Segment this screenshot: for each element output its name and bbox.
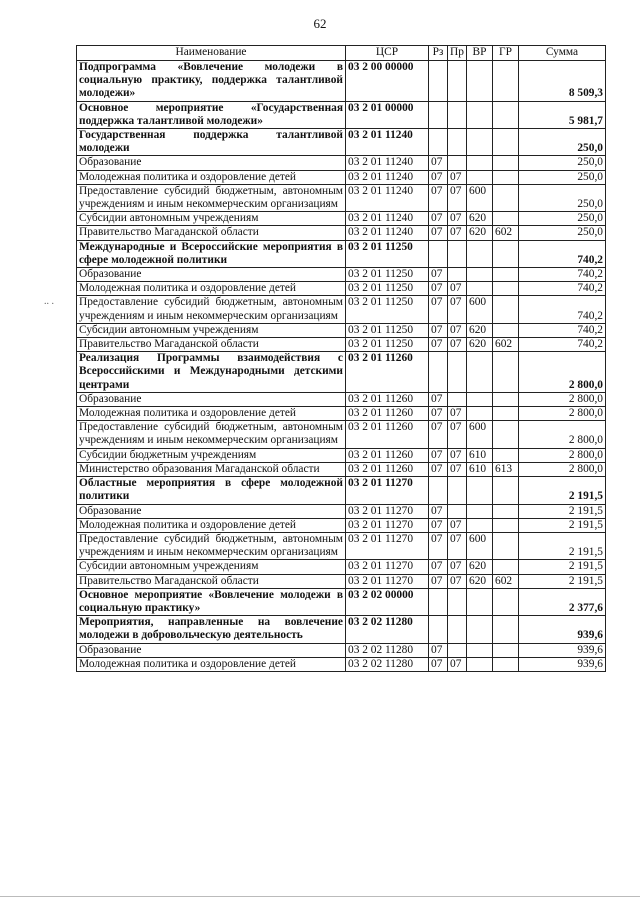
cell-sum: 2 800,0 bbox=[519, 407, 606, 421]
cell-pr: 07 bbox=[448, 296, 467, 323]
cell-pr: 07 bbox=[448, 462, 467, 476]
header-name: Наименование bbox=[77, 46, 346, 61]
cell-vr: 620 bbox=[467, 338, 493, 352]
cell-name: Молодежная политика и оздоровление детей bbox=[77, 170, 346, 184]
cell-rz bbox=[429, 61, 448, 102]
cell-sum: 250,0 bbox=[519, 212, 606, 226]
cell-name: Субсидии бюджетным учреждениям bbox=[77, 448, 346, 462]
cell-rz bbox=[429, 477, 448, 504]
cell-gr bbox=[493, 588, 519, 615]
cell-csr: 03 2 01 11240 bbox=[346, 184, 429, 211]
cell-name: Правительство Магаданской области bbox=[77, 338, 346, 352]
cell-vr bbox=[467, 170, 493, 184]
table-row bbox=[77, 323, 606, 337]
cell-gr bbox=[493, 643, 519, 657]
cell-name: Образование bbox=[77, 156, 346, 170]
cell-name: Предоставление субсидий бюджетным, автономным учреждениям и иным некоммерческим организациям bbox=[77, 421, 346, 448]
cell-vr bbox=[467, 588, 493, 615]
cell-rz: 07 bbox=[429, 323, 448, 337]
cell-sum: 250,0 bbox=[519, 170, 606, 184]
cell-sum: 2 191,5 bbox=[519, 518, 606, 532]
cell-sum: 8 509,3 bbox=[519, 61, 606, 102]
table-row bbox=[77, 338, 606, 352]
cell-gr bbox=[493, 448, 519, 462]
cell-gr bbox=[493, 504, 519, 518]
cell-name: Основное мероприятие «Государственная поддержка талантливой молодежи» bbox=[77, 101, 346, 128]
cell-sum: 2 800,0 bbox=[519, 448, 606, 462]
cell-sum: 250,0 bbox=[519, 156, 606, 170]
header-vr: ВР bbox=[467, 46, 493, 61]
header-sum: Сумма bbox=[519, 46, 606, 61]
cell-sum: 250,0 bbox=[519, 226, 606, 240]
cell-gr: 613 bbox=[493, 462, 519, 476]
cell-vr bbox=[467, 643, 493, 657]
cell-sum: 939,6 bbox=[519, 643, 606, 657]
cell-pr: 07 bbox=[448, 560, 467, 574]
cell-pr bbox=[448, 268, 467, 282]
table-row bbox=[77, 212, 606, 226]
cell-gr bbox=[493, 212, 519, 226]
cell-rz: 07 bbox=[429, 392, 448, 406]
cell-rz: 07 bbox=[429, 407, 448, 421]
cell-csr: 03 2 01 11250 bbox=[346, 338, 429, 352]
cell-csr: 03 2 01 11270 bbox=[346, 477, 429, 504]
cell-sum: 740,2 bbox=[519, 268, 606, 282]
cell-vr: 620 bbox=[467, 226, 493, 240]
table-header-row bbox=[77, 46, 606, 61]
cell-sum: 2 191,5 bbox=[519, 574, 606, 588]
cell-gr bbox=[493, 352, 519, 393]
table-row bbox=[77, 560, 606, 574]
cell-gr bbox=[493, 296, 519, 323]
cell-name: Реализация Программы взаимодействия с Всероссийскими и Международными детскими центрами bbox=[77, 352, 346, 393]
cell-rz: 07 bbox=[429, 226, 448, 240]
cell-csr: 03 2 01 11260 bbox=[346, 352, 429, 393]
cell-rz: 07 bbox=[429, 296, 448, 323]
cell-rz: 07 bbox=[429, 504, 448, 518]
cell-csr: 03 2 01 00000 bbox=[346, 101, 429, 128]
cell-rz: 07 bbox=[429, 156, 448, 170]
cell-vr bbox=[467, 268, 493, 282]
cell-gr bbox=[493, 282, 519, 296]
cell-gr bbox=[493, 407, 519, 421]
cell-vr bbox=[467, 407, 493, 421]
cell-name: Молодежная политика и оздоровление детей bbox=[77, 518, 346, 532]
cell-vr: 620 bbox=[467, 323, 493, 337]
cell-name: Международные и Всероссийские мероприятия в сфере молодежной политики bbox=[77, 240, 346, 267]
cell-csr: 03 2 02 00000 bbox=[346, 588, 429, 615]
table-row bbox=[77, 352, 606, 393]
cell-csr: 03 2 01 11250 bbox=[346, 296, 429, 323]
cell-name: Молодежная политика и оздоровление детей bbox=[77, 282, 346, 296]
cell-pr: 07 bbox=[448, 407, 467, 421]
cell-gr bbox=[493, 268, 519, 282]
cell-name: Областные мероприятия в сфере молодежной политики bbox=[77, 477, 346, 504]
cell-name: Субсидии автономным учреждениям bbox=[77, 323, 346, 337]
cell-gr bbox=[493, 518, 519, 532]
cell-pr bbox=[448, 616, 467, 643]
cell-pr bbox=[448, 129, 467, 156]
cell-pr bbox=[448, 504, 467, 518]
cell-pr: 07 bbox=[448, 532, 467, 559]
cell-sum: 250,0 bbox=[519, 129, 606, 156]
cell-csr: 03 2 01 11240 bbox=[346, 156, 429, 170]
cell-rz bbox=[429, 616, 448, 643]
cell-name: Мероприятия, направленные на вовлечение молодежи в добровольческую деятельность bbox=[77, 616, 346, 643]
cell-rz: 07 bbox=[429, 212, 448, 226]
table-row bbox=[77, 268, 606, 282]
cell-gr bbox=[493, 560, 519, 574]
cell-csr: 03 2 01 11260 bbox=[346, 462, 429, 476]
cell-pr bbox=[448, 352, 467, 393]
header-gr: ГР bbox=[493, 46, 519, 61]
cell-sum: 2 800,0 bbox=[519, 462, 606, 476]
cell-vr: 600 bbox=[467, 532, 493, 559]
cell-csr: 03 2 01 11260 bbox=[346, 392, 429, 406]
cell-rz: 07 bbox=[429, 560, 448, 574]
scan-edge-line bbox=[0, 896, 640, 897]
cell-sum: 2 800,0 bbox=[519, 352, 606, 393]
cell-rz: 07 bbox=[429, 532, 448, 559]
cell-name: Образование bbox=[77, 504, 346, 518]
cell-rz: 07 bbox=[429, 462, 448, 476]
table-row bbox=[77, 407, 606, 421]
cell-sum: 939,6 bbox=[519, 657, 606, 671]
cell-csr: 03 2 01 11270 bbox=[346, 504, 429, 518]
cell-vr bbox=[467, 657, 493, 671]
cell-csr: 03 2 02 11280 bbox=[346, 616, 429, 643]
cell-name: Правительство Магаданской области bbox=[77, 574, 346, 588]
cell-csr: 03 2 02 11280 bbox=[346, 657, 429, 671]
cell-name: Образование bbox=[77, 643, 346, 657]
table-row bbox=[77, 462, 606, 476]
cell-name: Субсидии автономным учреждениям bbox=[77, 560, 346, 574]
cell-pr: 07 bbox=[448, 657, 467, 671]
cell-csr: 03 2 02 11280 bbox=[346, 643, 429, 657]
cell-gr: 602 bbox=[493, 574, 519, 588]
cell-sum: 740,2 bbox=[519, 323, 606, 337]
cell-sum: 2 191,5 bbox=[519, 532, 606, 559]
cell-rz: 07 bbox=[429, 643, 448, 657]
cell-rz: 07 bbox=[429, 282, 448, 296]
table-row bbox=[77, 184, 606, 211]
table-row bbox=[77, 448, 606, 462]
table-row bbox=[77, 282, 606, 296]
cell-csr: 03 2 01 11260 bbox=[346, 407, 429, 421]
cell-csr: 03 2 01 11250 bbox=[346, 282, 429, 296]
cell-rz: 07 bbox=[429, 268, 448, 282]
cell-sum: 2 191,5 bbox=[519, 504, 606, 518]
cell-vr bbox=[467, 156, 493, 170]
cell-csr: 03 2 01 11240 bbox=[346, 129, 429, 156]
table-row bbox=[77, 588, 606, 615]
cell-pr: 07 bbox=[448, 282, 467, 296]
table-row bbox=[77, 657, 606, 671]
cell-sum: 740,2 bbox=[519, 338, 606, 352]
cell-csr: 03 2 01 11240 bbox=[346, 212, 429, 226]
cell-gr bbox=[493, 616, 519, 643]
margin-mark: .. . bbox=[44, 296, 54, 307]
cell-vr bbox=[467, 61, 493, 102]
cell-pr bbox=[448, 156, 467, 170]
cell-gr: 602 bbox=[493, 338, 519, 352]
cell-rz bbox=[429, 129, 448, 156]
cell-vr bbox=[467, 101, 493, 128]
header-pr: Пр bbox=[448, 46, 467, 61]
cell-vr bbox=[467, 616, 493, 643]
table-row bbox=[77, 504, 606, 518]
cell-name: Субсидии автономным учреждениям bbox=[77, 212, 346, 226]
cell-rz: 07 bbox=[429, 170, 448, 184]
cell-pr bbox=[448, 240, 467, 267]
cell-pr bbox=[448, 101, 467, 128]
cell-gr bbox=[493, 392, 519, 406]
cell-vr bbox=[467, 129, 493, 156]
cell-pr bbox=[448, 588, 467, 615]
cell-pr bbox=[448, 477, 467, 504]
table-row bbox=[77, 156, 606, 170]
cell-rz: 07 bbox=[429, 338, 448, 352]
cell-name: Предоставление субсидий бюджетным, автономным учреждениям и иным некоммерческим организациям bbox=[77, 296, 346, 323]
cell-name: Предоставление субсидий бюджетным, автономным учреждениям и иным некоммерческим организациям bbox=[77, 532, 346, 559]
cell-csr: 03 2 01 11270 bbox=[346, 574, 429, 588]
table-row bbox=[77, 518, 606, 532]
cell-pr: 07 bbox=[448, 421, 467, 448]
cell-pr bbox=[448, 392, 467, 406]
header-csr: ЦСР bbox=[346, 46, 429, 61]
cell-csr: 03 2 00 00000 bbox=[346, 61, 429, 102]
cell-name: Государственная поддержка талантливой молодежи bbox=[77, 129, 346, 156]
cell-name: Образование bbox=[77, 268, 346, 282]
table-row bbox=[77, 170, 606, 184]
cell-gr: 602 bbox=[493, 226, 519, 240]
cell-gr bbox=[493, 101, 519, 128]
cell-csr: 03 2 01 11240 bbox=[346, 226, 429, 240]
cell-csr: 03 2 01 11270 bbox=[346, 518, 429, 532]
cell-rz bbox=[429, 240, 448, 267]
table-row bbox=[77, 574, 606, 588]
cell-rz bbox=[429, 352, 448, 393]
cell-vr: 610 bbox=[467, 448, 493, 462]
cell-vr: 600 bbox=[467, 184, 493, 211]
cell-gr bbox=[493, 184, 519, 211]
cell-name: Правительство Магаданской области bbox=[77, 226, 346, 240]
cell-pr: 07 bbox=[448, 170, 467, 184]
cell-sum: 5 981,7 bbox=[519, 101, 606, 128]
cell-gr bbox=[493, 657, 519, 671]
cell-csr: 03 2 01 11250 bbox=[346, 268, 429, 282]
table-row bbox=[77, 392, 606, 406]
cell-rz: 07 bbox=[429, 448, 448, 462]
cell-gr bbox=[493, 61, 519, 102]
page-number: 62 bbox=[313, 16, 327, 31]
cell-sum: 2 191,5 bbox=[519, 477, 606, 504]
cell-rz: 07 bbox=[429, 518, 448, 532]
cell-sum: 2 800,0 bbox=[519, 421, 606, 448]
cell-vr bbox=[467, 352, 493, 393]
cell-gr bbox=[493, 532, 519, 559]
cell-rz: 07 bbox=[429, 657, 448, 671]
cell-name: Молодежная политика и оздоровление детей bbox=[77, 407, 346, 421]
cell-csr: 03 2 01 11250 bbox=[346, 323, 429, 337]
table-row bbox=[77, 532, 606, 559]
cell-sum: 740,2 bbox=[519, 282, 606, 296]
budget-table bbox=[76, 45, 606, 672]
cell-vr: 600 bbox=[467, 296, 493, 323]
table-row bbox=[77, 240, 606, 267]
cell-vr bbox=[467, 518, 493, 532]
cell-csr: 03 2 01 11270 bbox=[346, 532, 429, 559]
cell-csr: 03 2 01 11240 bbox=[346, 170, 429, 184]
cell-pr: 07 bbox=[448, 518, 467, 532]
cell-gr bbox=[493, 170, 519, 184]
cell-gr bbox=[493, 156, 519, 170]
cell-vr bbox=[467, 504, 493, 518]
table-row bbox=[77, 101, 606, 128]
cell-pr: 07 bbox=[448, 184, 467, 211]
cell-name: Подпрограмма «Вовлечение молодежи в социальную практику, поддержка талантливой молодежи» bbox=[77, 61, 346, 102]
cell-pr: 07 bbox=[448, 323, 467, 337]
cell-vr: 610 bbox=[467, 462, 493, 476]
cell-gr bbox=[493, 129, 519, 156]
table-row bbox=[77, 129, 606, 156]
cell-csr: 03 2 01 11270 bbox=[346, 560, 429, 574]
cell-pr bbox=[448, 643, 467, 657]
table-row bbox=[77, 616, 606, 643]
cell-name: Основное мероприятие «Вовлечение молодежи в социальную практику» bbox=[77, 588, 346, 615]
cell-sum: 740,2 bbox=[519, 296, 606, 323]
table-row bbox=[77, 643, 606, 657]
cell-csr: 03 2 01 11250 bbox=[346, 240, 429, 267]
table-row bbox=[77, 477, 606, 504]
cell-pr: 07 bbox=[448, 212, 467, 226]
cell-sum: 740,2 bbox=[519, 240, 606, 267]
cell-vr: 600 bbox=[467, 421, 493, 448]
table-body bbox=[77, 61, 606, 672]
table-row bbox=[77, 226, 606, 240]
cell-pr: 07 bbox=[448, 226, 467, 240]
cell-gr bbox=[493, 240, 519, 267]
cell-rz bbox=[429, 101, 448, 128]
cell-sum: 2 377,6 bbox=[519, 588, 606, 615]
cell-csr: 03 2 01 11260 bbox=[346, 448, 429, 462]
table-row bbox=[77, 61, 606, 102]
cell-name: Предоставление субсидий бюджетным, автономным учреждениям и иным некоммерческим организациям bbox=[77, 184, 346, 211]
cell-sum: 939,6 bbox=[519, 616, 606, 643]
cell-csr: 03 2 01 11260 bbox=[346, 421, 429, 448]
header-rz: Рз bbox=[429, 46, 448, 61]
cell-vr: 620 bbox=[467, 574, 493, 588]
cell-sum: 2 800,0 bbox=[519, 392, 606, 406]
cell-name: Молодежная политика и оздоровление детей bbox=[77, 657, 346, 671]
cell-rz: 07 bbox=[429, 184, 448, 211]
cell-vr: 620 bbox=[467, 560, 493, 574]
cell-vr bbox=[467, 392, 493, 406]
table-row bbox=[77, 421, 606, 448]
cell-gr bbox=[493, 421, 519, 448]
cell-name: Образование bbox=[77, 392, 346, 406]
cell-vr bbox=[467, 282, 493, 296]
table-row bbox=[77, 296, 606, 323]
cell-rz: 07 bbox=[429, 421, 448, 448]
cell-pr bbox=[448, 61, 467, 102]
cell-pr: 07 bbox=[448, 574, 467, 588]
cell-gr bbox=[493, 323, 519, 337]
cell-rz: 07 bbox=[429, 574, 448, 588]
cell-vr bbox=[467, 477, 493, 504]
cell-pr: 07 bbox=[448, 338, 467, 352]
cell-vr: 620 bbox=[467, 212, 493, 226]
cell-gr bbox=[493, 477, 519, 504]
cell-pr: 07 bbox=[448, 448, 467, 462]
cell-sum: 2 191,5 bbox=[519, 560, 606, 574]
cell-vr bbox=[467, 240, 493, 267]
cell-rz bbox=[429, 588, 448, 615]
cell-sum: 250,0 bbox=[519, 184, 606, 211]
cell-name: Министерство образования Магаданской области bbox=[77, 462, 346, 476]
